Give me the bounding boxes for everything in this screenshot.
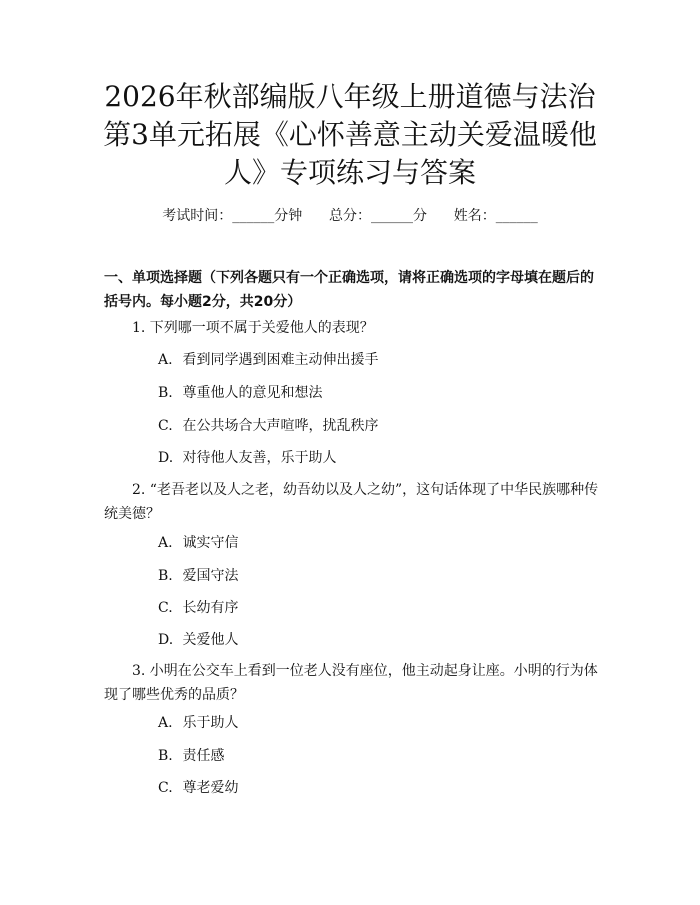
option-text: 长幼有序 bbox=[182, 600, 239, 616]
question-3-option-b bbox=[158, 746, 224, 766]
option-letter: A. bbox=[158, 535, 173, 551]
question-2-option-a bbox=[158, 533, 238, 553]
option-text: 诚实守信 bbox=[182, 535, 239, 551]
question-3-option-a bbox=[158, 713, 238, 733]
option-letter: C. bbox=[158, 600, 173, 616]
option-text: 在公共场合大声喧哗，扰乱秩序 bbox=[182, 418, 379, 434]
option-text: 关爱他人 bbox=[182, 632, 239, 648]
option-text: 爱国守法 bbox=[182, 568, 239, 584]
option-letter: C. bbox=[158, 418, 173, 434]
option-text: 看到同学遇到困难主动伸出援手 bbox=[182, 352, 379, 368]
option-text: 尊老爱幼 bbox=[182, 780, 239, 796]
option-letter: A. bbox=[158, 715, 173, 731]
option-text: 尊重他人的意见和想法 bbox=[182, 385, 323, 401]
exam-info-line: 考试时间：______分钟 总分：______分 姓名：______ bbox=[162, 208, 538, 224]
option-letter: A. bbox=[158, 352, 173, 368]
question-3: 3. 小明在公交车上看到一位老人没有座位，他主动起身让座。小明的行为体现了哪些优秀的品质？ bbox=[104, 663, 598, 703]
question-2-option-c bbox=[158, 598, 238, 618]
question-2-option-b bbox=[158, 566, 238, 586]
question-1: 1. 下列哪一项不属于关爱他人的表现？ bbox=[132, 320, 374, 336]
question-3-option-c bbox=[158, 778, 238, 798]
option-text: 对待他人友善，乐于助人 bbox=[182, 450, 337, 466]
section-heading: 一、单项选择题（下列各题只有一个正确选项，请将正确选项的字母填在题后的括号内。每小题2分，共20分） bbox=[104, 270, 594, 310]
question-1-option-b bbox=[158, 383, 322, 403]
option-letter: B. bbox=[158, 385, 173, 401]
option-letter: B. bbox=[158, 568, 173, 584]
question-1-option-c bbox=[158, 416, 378, 436]
option-letter: D. bbox=[158, 632, 174, 648]
option-letter: C. bbox=[158, 780, 173, 796]
question-2: 2. “老吾老以及人之老，幼吾幼以及人之幼”，这句话体现了中华民族哪种传统美德？ bbox=[104, 482, 599, 522]
option-text: 乐于助人 bbox=[182, 715, 239, 731]
option-letter: B. bbox=[158, 748, 173, 764]
option-letter: D. bbox=[158, 450, 174, 466]
question-1-option-a bbox=[158, 350, 378, 370]
question-2-option-d bbox=[158, 630, 238, 650]
option-text: 责任感 bbox=[182, 748, 225, 764]
question-1-option-d bbox=[158, 448, 336, 468]
document-title: 2026年秋部编版八年级上册道德与法治第3单元拓展《心怀善意主动关爱温暖他人》专项练习与答案 bbox=[103, 80, 597, 189]
